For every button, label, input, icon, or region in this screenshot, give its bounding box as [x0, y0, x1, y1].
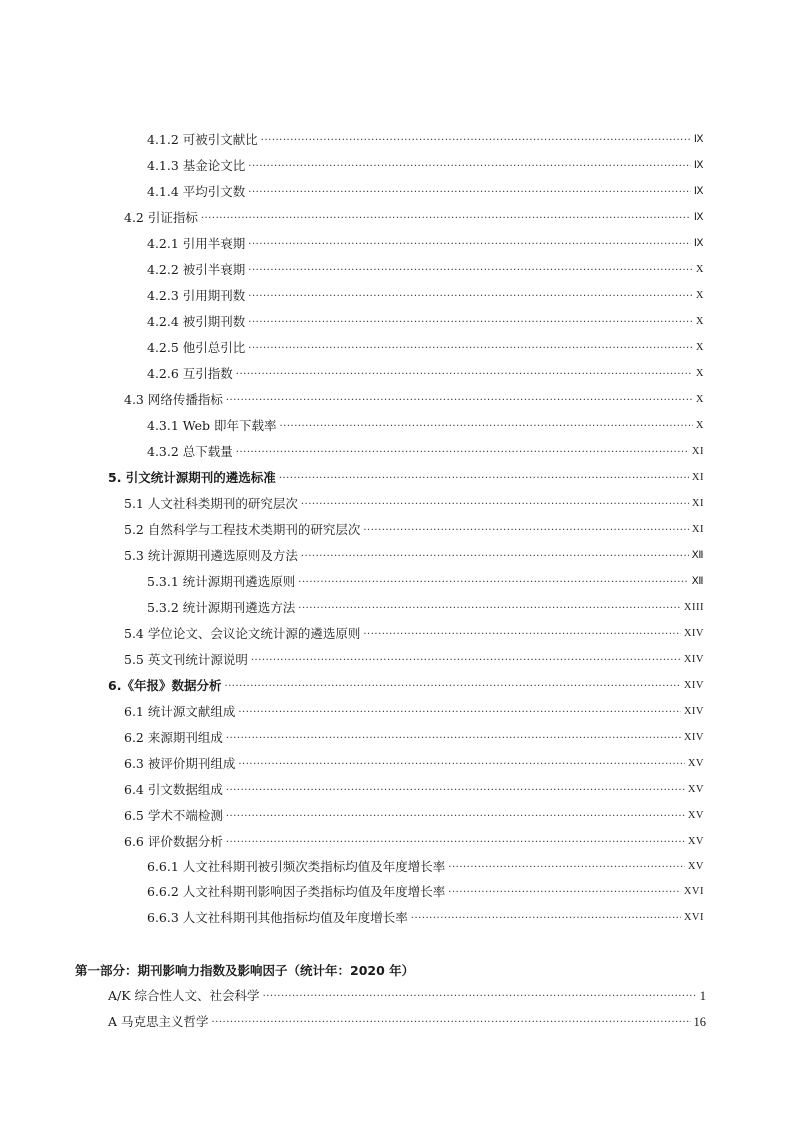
toc-entry-page: XIV	[683, 628, 704, 639]
toc-entry-chapter[interactable]	[108, 466, 704, 486]
dot-leader	[201, 212, 691, 226]
dot-leader	[301, 550, 689, 564]
dot-leader	[248, 264, 693, 278]
toc-entry-page: X	[695, 342, 704, 353]
toc-entry-page: Ⅸ	[693, 134, 704, 145]
toc-entry-page: X	[695, 264, 704, 275]
dot-leader	[298, 602, 681, 616]
toc-entry-label: 5.5 英文刊统计源说明	[124, 652, 248, 667]
toc-entry-page: XI	[691, 472, 704, 483]
toc-entry-label: 6.2 来源期刊组成	[124, 730, 223, 745]
toc-entry[interactable]	[124, 492, 704, 512]
toc-entry-label: 6.《年报》数据分析	[108, 678, 222, 693]
toc-entry[interactable]	[147, 855, 704, 875]
part-entry[interactable]	[108, 1010, 706, 1030]
toc-entry[interactable]	[124, 778, 704, 798]
toc-entry-page: XV	[687, 758, 704, 769]
dot-leader	[411, 912, 681, 926]
toc-entry-label: 6.6.3 人文社科期刊其他指标均值及年度增长率	[147, 910, 408, 925]
toc-entry-label: 4.2.6 互引指数	[147, 366, 233, 381]
toc-entry[interactable]	[124, 830, 704, 850]
dot-leader	[248, 316, 693, 330]
toc-entry-chapter[interactable]	[108, 674, 704, 694]
toc-entry-label: 6.5 学术不端检测	[124, 808, 223, 823]
toc-entry-page: Ⅸ	[693, 186, 704, 197]
toc-entry-page: Ⅸ	[693, 238, 704, 249]
toc-entry-label: 4.1.2 可被引文献比	[147, 132, 258, 147]
toc-entry-label: 6.6.2 人文社科期刊影响因子类指标均值及年度增长率	[147, 884, 446, 899]
toc-entry-page: XV	[687, 784, 704, 795]
toc-entry-label: 6.6.1 人文社科期刊被引频次类指标均值及年度增长率	[147, 859, 446, 874]
toc-entry[interactable]	[147, 310, 704, 330]
dot-leader	[301, 498, 689, 512]
toc-entry[interactable]	[124, 726, 704, 746]
dot-leader	[238, 758, 684, 772]
toc-entry[interactable]	[124, 752, 704, 772]
toc-entry[interactable]	[147, 180, 704, 200]
toc-entry-page: XIV	[683, 654, 704, 665]
toc-entry-page: XIV	[683, 680, 704, 691]
toc-entry-page: XIII	[683, 602, 704, 613]
toc-entry-label: 4.2.4 被引期刊数	[147, 314, 246, 329]
toc-entry[interactable]	[124, 388, 704, 408]
dot-leader	[448, 861, 685, 875]
toc-entry-label: 5. 引文统计源期刊的遴选标准	[108, 470, 276, 485]
toc-entry-page: Ⅸ	[693, 160, 704, 171]
toc-entry-page: XIV	[683, 732, 704, 743]
toc-entry-page: X	[695, 394, 704, 405]
dot-leader	[236, 368, 693, 382]
toc-entry[interactable]	[124, 700, 704, 720]
toc-entry-label: 4.2 引证指标	[124, 210, 198, 225]
dot-leader	[226, 810, 685, 824]
dot-leader	[363, 524, 689, 538]
dot-leader	[251, 654, 681, 668]
toc-entry[interactable]	[147, 232, 704, 252]
dot-leader	[263, 990, 697, 1004]
toc-entry-page: X	[695, 316, 704, 327]
toc-entry[interactable]	[124, 544, 704, 564]
dot-leader	[226, 394, 693, 408]
toc-entry[interactable]	[124, 206, 704, 226]
dot-leader	[261, 134, 691, 148]
toc-entry-page: XI	[691, 524, 704, 535]
toc-entry[interactable]	[147, 880, 704, 900]
toc-entry[interactable]	[147, 154, 704, 174]
toc-entry-label: 4.1.4 平均引文数	[147, 184, 246, 199]
dot-leader	[248, 342, 693, 356]
toc-entry-label: 4.2.2 被引半衰期	[147, 262, 246, 277]
toc-entry-label: 5.2 自然科学与工程技术类期刊的研究层次	[124, 522, 361, 537]
part-one-heading: 第一部分：期刊影响力指数及影响因子（统计年：2020 年）	[75, 963, 415, 978]
toc-entry-label: 5.3.2 统计源期刊遴选方法	[147, 600, 296, 615]
toc-entry[interactable]	[147, 570, 704, 590]
part-entry-page: 1	[699, 989, 706, 1003]
toc-entry-label: 5.3 统计源期刊遴选原则及方法	[124, 548, 298, 563]
toc-entry[interactable]	[147, 284, 704, 304]
toc-entry[interactable]	[147, 414, 704, 434]
dot-leader	[248, 160, 691, 174]
toc-entry-page: X	[695, 368, 704, 379]
toc-entry[interactable]	[147, 440, 704, 460]
toc-entry[interactable]	[124, 648, 704, 668]
toc-entry-label: 6.3 被评价期刊组成	[124, 756, 236, 771]
toc-entry-page: X	[695, 290, 704, 301]
toc-entry-label: 4.3 网络传播指标	[124, 392, 223, 407]
toc-entry[interactable]	[147, 362, 704, 382]
toc-entry[interactable]	[124, 622, 704, 642]
dot-leader	[279, 420, 692, 434]
toc-entry-page: X	[695, 420, 704, 431]
dot-leader	[226, 732, 681, 746]
toc-entry-label: 4.1.3 基金论文比	[147, 158, 246, 173]
toc-entry-page: XI	[691, 498, 704, 509]
dot-leader	[248, 238, 691, 252]
toc-entry-page: XVI	[683, 886, 704, 897]
dot-leader	[226, 836, 685, 850]
toc-entry[interactable]	[124, 804, 704, 824]
toc-entry-label: 4.2.3 引用期刊数	[147, 288, 246, 303]
dot-leader	[363, 628, 680, 642]
part-entry-label: A/K 综合性人文、社会科学	[108, 988, 260, 1003]
toc-entry-page: XV	[687, 836, 704, 847]
toc-entry-label: 5.4 学位论文、会议论文统计源的遴选原则	[124, 626, 361, 641]
toc-entry-label: 6.1 统计源文献组成	[124, 704, 236, 719]
dot-leader	[224, 680, 680, 694]
toc-entry-page: XI	[691, 446, 704, 457]
toc-entry-label: 4.2.5 他引总引比	[147, 340, 246, 355]
dot-leader	[226, 784, 685, 798]
toc-entry[interactable]	[147, 258, 704, 278]
toc-entry-page: XIV	[683, 706, 704, 717]
toc-entry-page: Ⅸ	[693, 212, 704, 223]
dot-leader	[212, 1016, 691, 1030]
toc-entry-label: 4.3.2 总下载量	[147, 444, 233, 459]
toc-entry[interactable]	[147, 336, 704, 356]
dot-leader	[279, 472, 689, 486]
toc-entry-page: Ⅻ	[691, 550, 704, 561]
toc-entry[interactable]	[124, 518, 704, 538]
part-entry-page: 16	[693, 1015, 706, 1029]
dot-leader	[236, 446, 689, 460]
dot-leader	[248, 186, 691, 200]
toc-entry[interactable]	[147, 128, 704, 148]
dot-leader	[248, 290, 693, 304]
toc-entry-page: XV	[687, 861, 704, 872]
toc-entry-label: 4.2.1 引用半衰期	[147, 236, 246, 251]
part-entry-label: A 马克思主义哲学	[108, 1014, 209, 1029]
toc-entry-label: 4.3.1 Web 即年下载率	[147, 418, 277, 433]
part-entry[interactable]	[108, 984, 706, 1004]
toc-entry-label: 5.1 人文社科类期刊的研究层次	[124, 496, 298, 511]
toc-entry-page: XVI	[683, 912, 704, 923]
toc-entry-page: Ⅻ	[691, 576, 704, 587]
dot-leader	[298, 576, 688, 590]
dot-leader	[448, 886, 681, 900]
dot-leader	[238, 706, 680, 720]
toc-entry-label: 6.4 引文数据组成	[124, 782, 223, 797]
toc-entry-label: 5.3.1 统计源期刊遴选原则	[147, 574, 296, 589]
toc-entry[interactable]	[147, 596, 704, 616]
toc-entry-page: XV	[687, 810, 704, 821]
toc-entry[interactable]	[147, 906, 704, 926]
toc-entry-label: 6.6 评价数据分析	[124, 834, 223, 849]
